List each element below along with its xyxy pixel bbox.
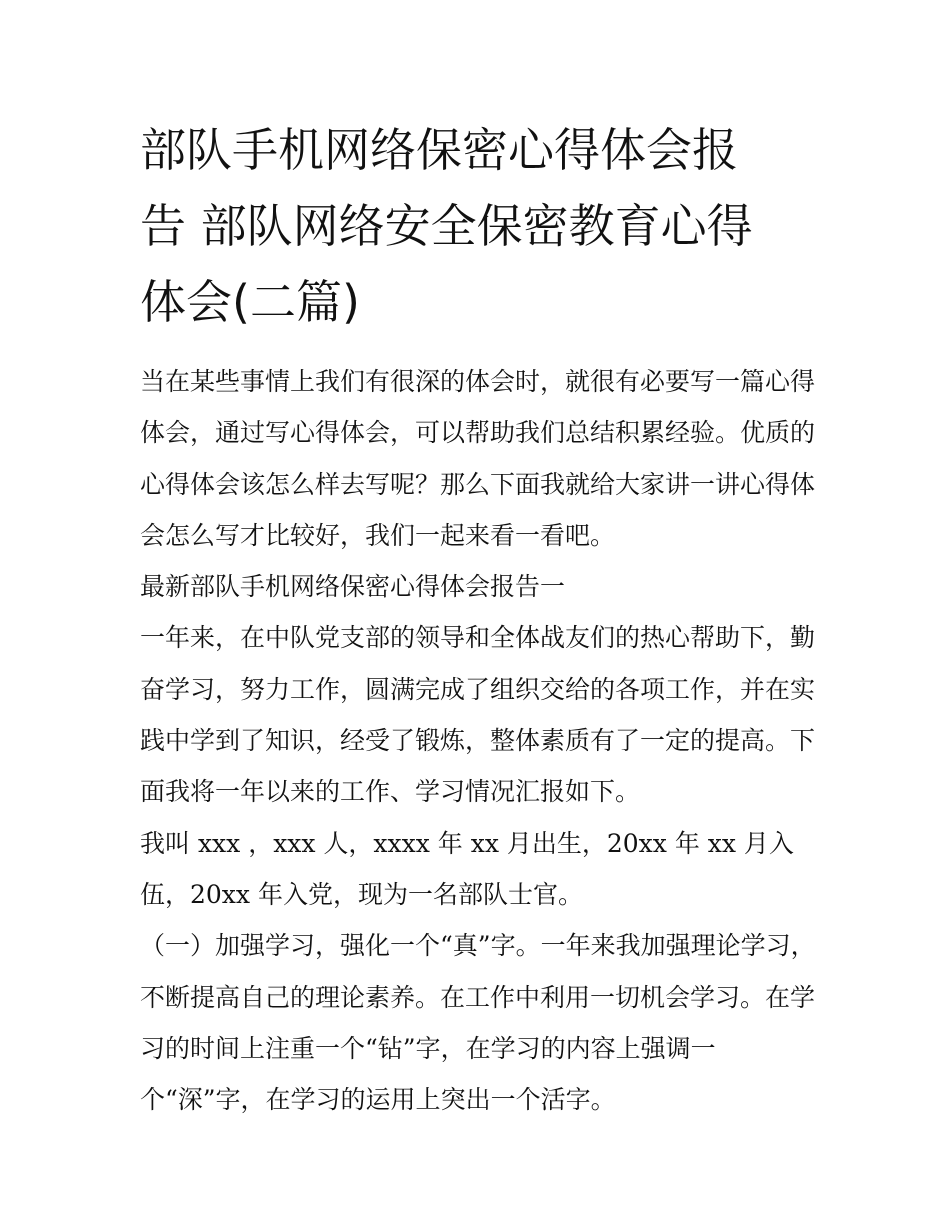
title-line: 部队手机网络保密心得体会报: [140, 123, 738, 177]
body-line: 践中学到了知识，经受了锻炼，整体素质有了一定的提高。下: [140, 726, 816, 756]
body-line: 面我将一年以来的工作、学习情况汇报如下。: [140, 777, 641, 807]
body-line: （一）加强学习，强化一个“真”字。一年来我加强理论学习，: [140, 931, 816, 961]
body-line: 心得体会该怎么样去写呢？那么下面我就给大家讲一讲心得体: [140, 469, 816, 499]
body-line: 体会，通过写心得体会，可以帮助我们总结积累经验。优质的: [140, 418, 816, 448]
body-line: 伍，20xx 年入党，现为一名部队士官。: [140, 879, 583, 909]
document-body: [140, 356, 830, 1125]
title-line: 体会(二篇): [140, 275, 360, 329]
title-line: 告 部队网络安全保密教育心得: [140, 199, 753, 253]
body-line: 奋学习，努力工作，圆满完成了组织交给的各项工作，并在实: [140, 674, 816, 704]
document-title: [140, 112, 820, 340]
body-line: 我叫 xxx ，xxx 人，xxxx 年 xx 月出生，20xx 年 xx 月入: [140, 828, 794, 858]
body-line: 会怎么写才比较好，我们一起来看一看吧。: [140, 520, 616, 550]
section-heading: 最新部队手机网络保密心得体会报告一: [140, 572, 566, 602]
body-line: 不断提高自己的理论素养。在工作中利用一切机会学习。在学: [140, 982, 816, 1012]
body-line: 一年来，在中队党支部的领导和全体战友们的热心帮助下，勤: [140, 623, 816, 653]
body-line: 习的时间上注重一个“钻”字，在学习的内容上强调一: [140, 1033, 716, 1063]
body-line: 当在某些事情上我们有很深的体会时，就很有必要写一篇心得: [140, 367, 816, 396]
body-line: 个“深”字，在学习的运用上突出一个活字。: [140, 1085, 616, 1115]
